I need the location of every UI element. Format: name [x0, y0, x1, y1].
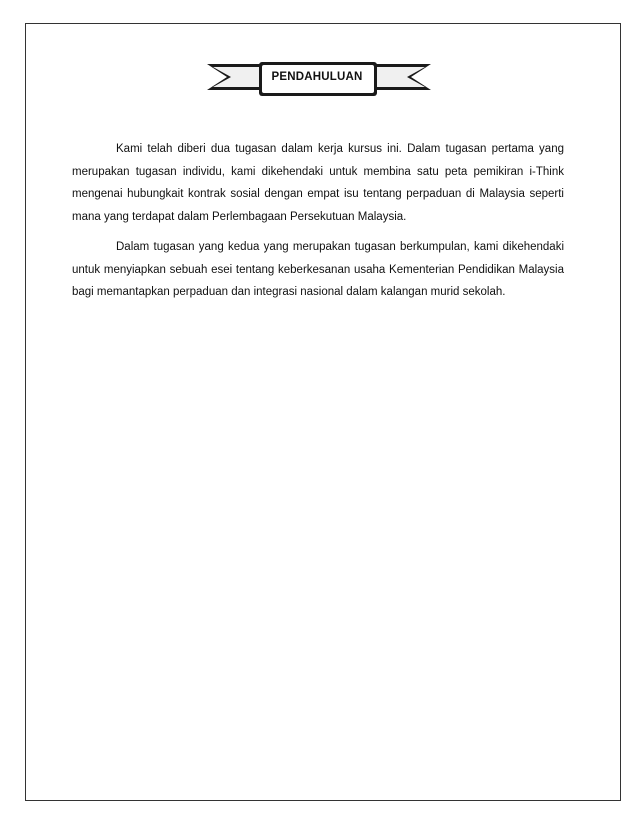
body-text — [72, 138, 564, 304]
section-banner — [205, 52, 433, 102]
paragraph-1: Kami telah diberi dua tugasan dalam kerja kursus ini. Dalam tugasan pertama yang merupakan tugasan individu, kami dikehendaki untuk membina satu peta pemikiran i-Think mengenai hubungkait kontrak sosial dengan empat isu tentang perpaduan di Malaysia seperti mana yang terdapat dalam Perlembagaan Persekutuan Malaysia. — [72, 143, 564, 224]
paragraph-2: Dalam tugasan yang kedua yang merupakan tugasan berkumpulan, kami dikehendaki untuk menyiapkan sebuah esei tentang keberkesanan usaha Kementerian Pendidikan Malaysia bagi memantapkan perpaduan dan integrasi nasional dalam kalangan murid sekolah. — [72, 240, 564, 299]
ribbon-right-tail-inner — [376, 67, 425, 87]
ribbon-left-tail-inner — [213, 67, 262, 87]
section-title: PENDAHULUAN — [271, 71, 363, 83]
